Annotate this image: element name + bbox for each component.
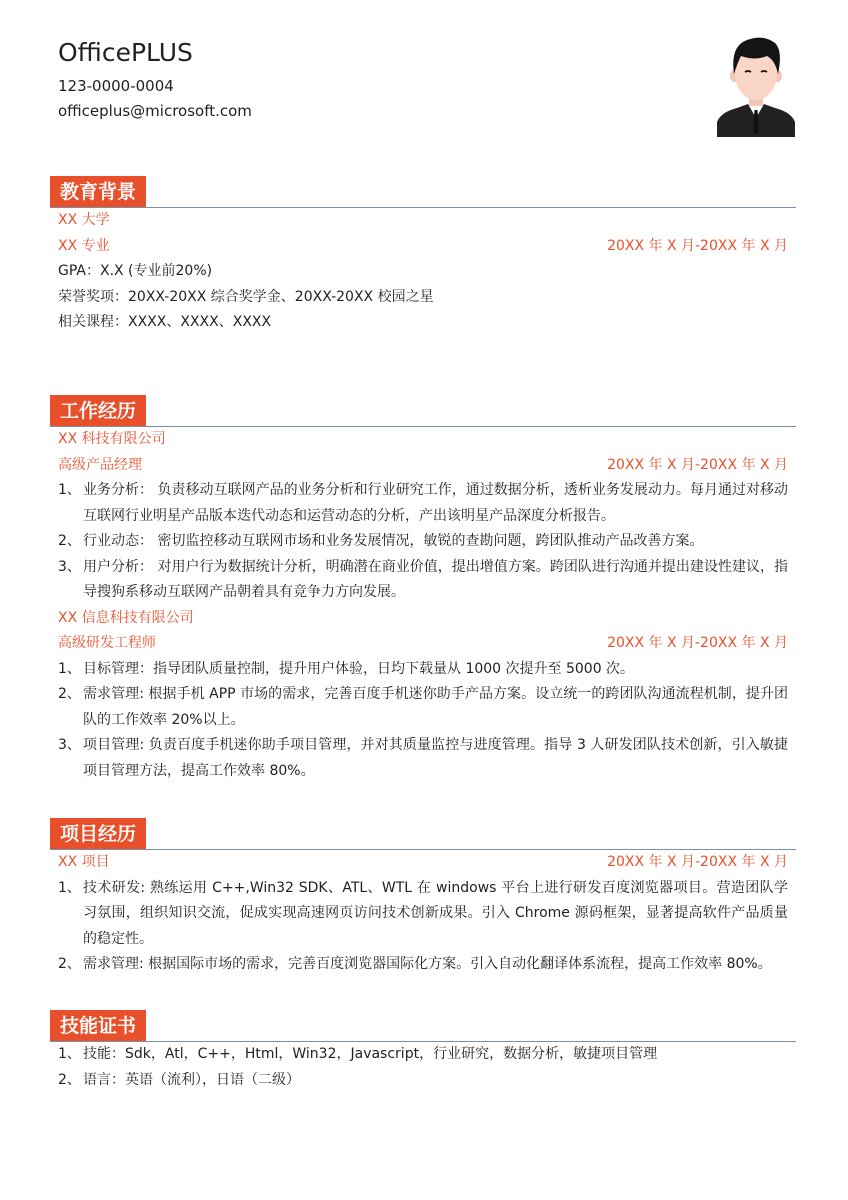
education-section bbox=[50, 176, 796, 336]
item-text: 技术研发: 熟练运用 C++,Win32 SDK、ATL、WTL 在 windows 平台上进行研发百度浏览器项目。营造团队学习氛围，组织知识交流，促成实现高速网页访问技术创新成果。引入 Chrome 源码框架，显著提高软件产品质量的稳定性。 bbox=[83, 879, 788, 947]
skills-title: 技能证书 bbox=[50, 1010, 146, 1042]
item-text: 目标管理：指导团队质量控制，提升用户体验，日均下载量从 1000 次提升至 5000 次。 bbox=[83, 660, 635, 677]
item-number: 2、 bbox=[58, 533, 81, 549]
job-role: 高级产品经理 bbox=[58, 456, 142, 473]
item-number: 3、 bbox=[58, 558, 81, 575]
item-number: 2、 bbox=[58, 686, 81, 702]
list-item bbox=[50, 952, 796, 978]
job-role: 高级研发工程师 bbox=[58, 635, 156, 651]
item-text: 行业动态： 密切监控移动互联网市场和业务发展情况，敏锐的查勘问题，跨团队推动产品改善方案。 bbox=[83, 533, 704, 549]
work-title: 工作经历 bbox=[50, 395, 146, 427]
major-name: XX 专业 bbox=[58, 237, 110, 254]
item-number: 1、 bbox=[58, 660, 81, 677]
item-number: 2、 bbox=[58, 956, 81, 972]
list-item bbox=[50, 733, 796, 784]
gpa: GPA：X.X (专业前20%) bbox=[58, 263, 213, 279]
job-date: 20XX 年 X 月-20XX 年 X 月 bbox=[607, 635, 788, 651]
list-item bbox=[50, 682, 796, 733]
candidate-name: OfficePLUS bbox=[58, 38, 193, 67]
education-date: 20XX 年 X 月-20XX 年 X 月 bbox=[607, 237, 788, 254]
item-text: 语言：英语（流利），日语（二级） bbox=[83, 1071, 300, 1088]
email-address: officeplus@microsoft.com bbox=[58, 102, 252, 120]
item-text: 需求管理: 根据手机 APP 市场的需求，完善百度手机迷你助手产品方案。设立统一的跨团队沟通流程机制，提升团队的工作效率 20%以上。 bbox=[83, 686, 788, 728]
project-name: XX 项目 bbox=[58, 854, 110, 870]
item-number: 2、 bbox=[58, 1071, 81, 1088]
school-name: XX 大学 bbox=[58, 212, 110, 228]
item-number: 1、 bbox=[58, 879, 81, 896]
skills-section bbox=[50, 1010, 796, 1093]
list-item bbox=[50, 876, 796, 953]
phone-number: 123-0000-0004 bbox=[58, 77, 174, 95]
awards: 荣誉奖项：20XX-20XX 综合奖学金、20XX-20XX 校园之星 bbox=[58, 288, 434, 305]
list-item bbox=[50, 529, 796, 555]
avatar bbox=[717, 34, 795, 137]
list-item bbox=[50, 1068, 796, 1094]
list-item bbox=[50, 1042, 796, 1068]
list-item bbox=[50, 555, 796, 606]
item-text: 需求管理: 根据国际市场的需求，完善百度浏览器国际化方案。引入自动化翻译体系流程，提高工作效率 80%。 bbox=[83, 956, 772, 972]
company-name: XX 信息科技有限公司 bbox=[58, 609, 194, 626]
work-section bbox=[50, 395, 796, 784]
item-number: 1、 bbox=[58, 482, 81, 498]
list-item bbox=[50, 478, 796, 529]
project-title: 项目经历 bbox=[50, 818, 146, 850]
courses: 相关课程：XXXX、XXXX、XXXX bbox=[58, 314, 272, 330]
project-section bbox=[50, 818, 796, 978]
item-number: 3、 bbox=[58, 737, 81, 753]
item-text: 业务分析： 负责移动互联网产品的业务分析和行业研究工作，通过数据分析，透析业务发展动力。每月通过对移动互联网行业明星产品版本迭代动态和运营动态的分析，产出该明星产品深度分析报告。 bbox=[83, 482, 788, 524]
item-number: 1、 bbox=[58, 1046, 81, 1062]
item-text: 技能：Sdk，Atl，C++，Html，Win32，Javascript，行业研究，数据分析，敏捷项目管理 bbox=[83, 1046, 658, 1062]
company-name: XX 科技有限公司 bbox=[58, 431, 166, 447]
item-text: 项目管理: 负责百度手机迷你助手项目管理，并对其质量监控与进度管理。指导 3 人研发团队技术创新，引入敏捷项目管理方法，提高工作效率 80%。 bbox=[83, 737, 788, 779]
list-item bbox=[50, 657, 796, 683]
job-date: 20XX 年 X 月-20XX 年 X 月 bbox=[607, 456, 788, 473]
education-title: 教育背景 bbox=[50, 176, 146, 208]
project-date: 20XX 年 X 月-20XX 年 X 月 bbox=[607, 854, 788, 870]
item-text: 用户分析： 对用户行为数据统计分析，明确潜在商业价值，提出增值方案。跨团队进行沟通并提出建设性建议，指导搜狗系移动互联网产品朝着具有竞争力方向发展。 bbox=[83, 558, 788, 600]
